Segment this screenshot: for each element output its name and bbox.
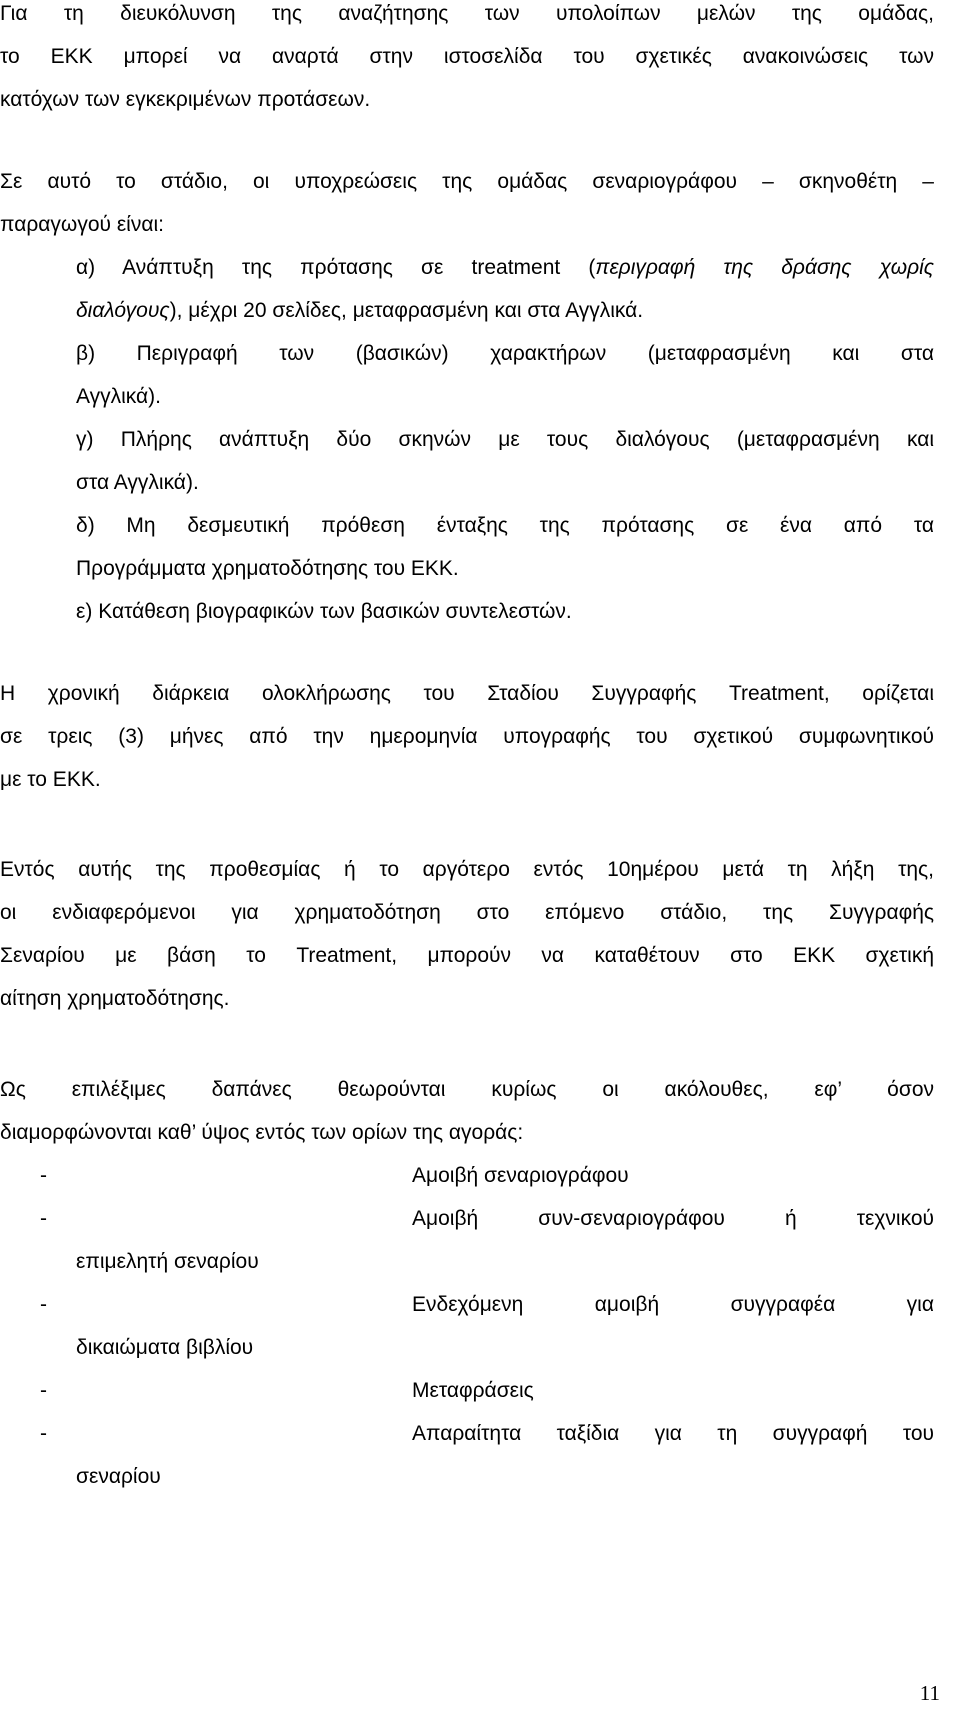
duration-line: σε τρεις (3) μήνες από την ημερομηνία υπογραφής του σχετικού συμφωνητικού [0, 725, 934, 748]
page-number: 11 [919, 1681, 940, 1705]
obligation-b-line2: Αγγλικά). [76, 385, 162, 408]
expense-item-text: Αμοιβή σεναριογράφου [412, 1164, 629, 1187]
deadline-line: οι ενδιαφερόμενοι για χρηματοδότηση στο επόμενο στάδιο, της Συγγραφής [0, 901, 934, 924]
obligation-a-italic1: περιγραφή της δράσης χωρίς [595, 256, 934, 279]
list-dash: - [40, 1379, 47, 1402]
expense-item-continuation: επιμελητή σεναρίου [76, 1250, 259, 1273]
obligation-e-line1: ε) Κατάθεση βιογραφικών των βασικών συντελεστών. [76, 600, 572, 623]
obligation-a-italic2: διαλόγους [76, 299, 170, 322]
expenses-paragraph [0, 1068, 934, 1154]
expense-item [0, 1154, 934, 1197]
expenses-line: Ως επιλέξιμες δαπάνες θεωρούνται κυρίως οι ακόλουθες, εφ’ όσον [0, 1078, 934, 1101]
list-dash: - [40, 1422, 47, 1445]
expense-item-continuation: σεναρίου [76, 1465, 161, 1488]
expense-item [0, 1283, 934, 1369]
obligation-c [76, 418, 934, 504]
list-dash: - [40, 1207, 47, 1230]
obligation-b [76, 332, 934, 418]
obligation-a-prefix: α) Ανάπτυξη της πρότασης σε treatment ( [76, 256, 596, 279]
deadline-line: Εντός αυτής της προθεσμίας ή το αργότερο εντός 10ημέρου μετά τη λήξη της, [0, 858, 934, 881]
obligation-d-line2: Προγράμματα χρηματοδότησης του ΕΚΚ. [76, 557, 459, 580]
stage-line: Σε αυτό το στάδιο, οι υποχρεώσεις της ομάδας σεναριογράφου – σκηνοθέτη – [0, 170, 934, 193]
obligation-a-line2 [76, 289, 934, 332]
expense-item-text: Ενδεχόμενη αμοιβή συγγραφέα για [412, 1293, 934, 1316]
obligation-d [76, 504, 934, 590]
obligation-c-line2: στα Αγγλικά). [76, 471, 199, 494]
obligation-a-rest: ), μέχρι 20 σελίδες, μεταφρασμένη και στα Αγγλικά. [169, 299, 644, 322]
intro-line: κατόχων των εγκεκριμένων προτάσεων. [0, 88, 371, 111]
duration-paragraph [0, 672, 934, 801]
intro-paragraph [0, 0, 934, 121]
expenses-line: διαμορφώνονται καθ’ ύψος εντός των ορίων της αγοράς: [0, 1121, 524, 1144]
expense-item [0, 1369, 934, 1412]
deadline-line: Σεναρίου με βάση το Treatment, μπορούν να καταθέτουν στο ΕΚΚ σχετική [0, 944, 934, 967]
expense-item-text: Απαραίτητα ταξίδια για τη συγγραφή του [412, 1422, 934, 1445]
stage-paragraph [0, 160, 934, 246]
obligation-a [76, 246, 934, 332]
obligation-c-line1: γ) Πλήρης ανάπτυξη δύο σκηνών με τους διαλόγους (μεταφρασμένη και [76, 428, 934, 451]
list-dash: - [40, 1293, 47, 1316]
intro-line: Για τη διευκόλυνση της αναζήτησης των υπολοίπων μελών της ομάδας, [0, 2, 934, 25]
deadline-line: αίτηση χρηματοδότησης. [0, 987, 230, 1010]
expense-item [0, 1197, 934, 1283]
expense-item-continuation: δικαιώματα βιβλίου [76, 1336, 254, 1359]
obligation-e [76, 590, 934, 633]
duration-line: Η χρονική διάρκεια ολοκλήρωσης του Σταδίου Συγγραφής Treatment, ορίζεται [0, 682, 934, 705]
expense-item [0, 1412, 934, 1498]
expense-item-text: Αμοιβή συν-σεναριογράφου ή τεχνικού [412, 1207, 934, 1230]
obligation-d-line1: δ) Μη δεσμευτική πρόθεση ένταξης της πρότασης σε ένα από τα [76, 514, 934, 537]
list-dash: - [40, 1164, 47, 1187]
duration-line: με το ΕΚΚ. [0, 768, 101, 791]
expense-item-text: Μεταφράσεις [412, 1379, 534, 1402]
obligation-b-line1: β) Περιγραφή των (βασικών) χαρακτήρων (μεταφρασμένη και στα [76, 342, 934, 365]
deadline-paragraph [0, 848, 934, 1020]
intro-line: το ΕΚΚ μπορεί να αναρτά στην ιστοσελίδα του σχετικές ανακοινώσεις των [0, 45, 934, 68]
stage-line: παραγωγού είναι: [0, 213, 164, 236]
obligation-a-line1 [76, 246, 934, 289]
